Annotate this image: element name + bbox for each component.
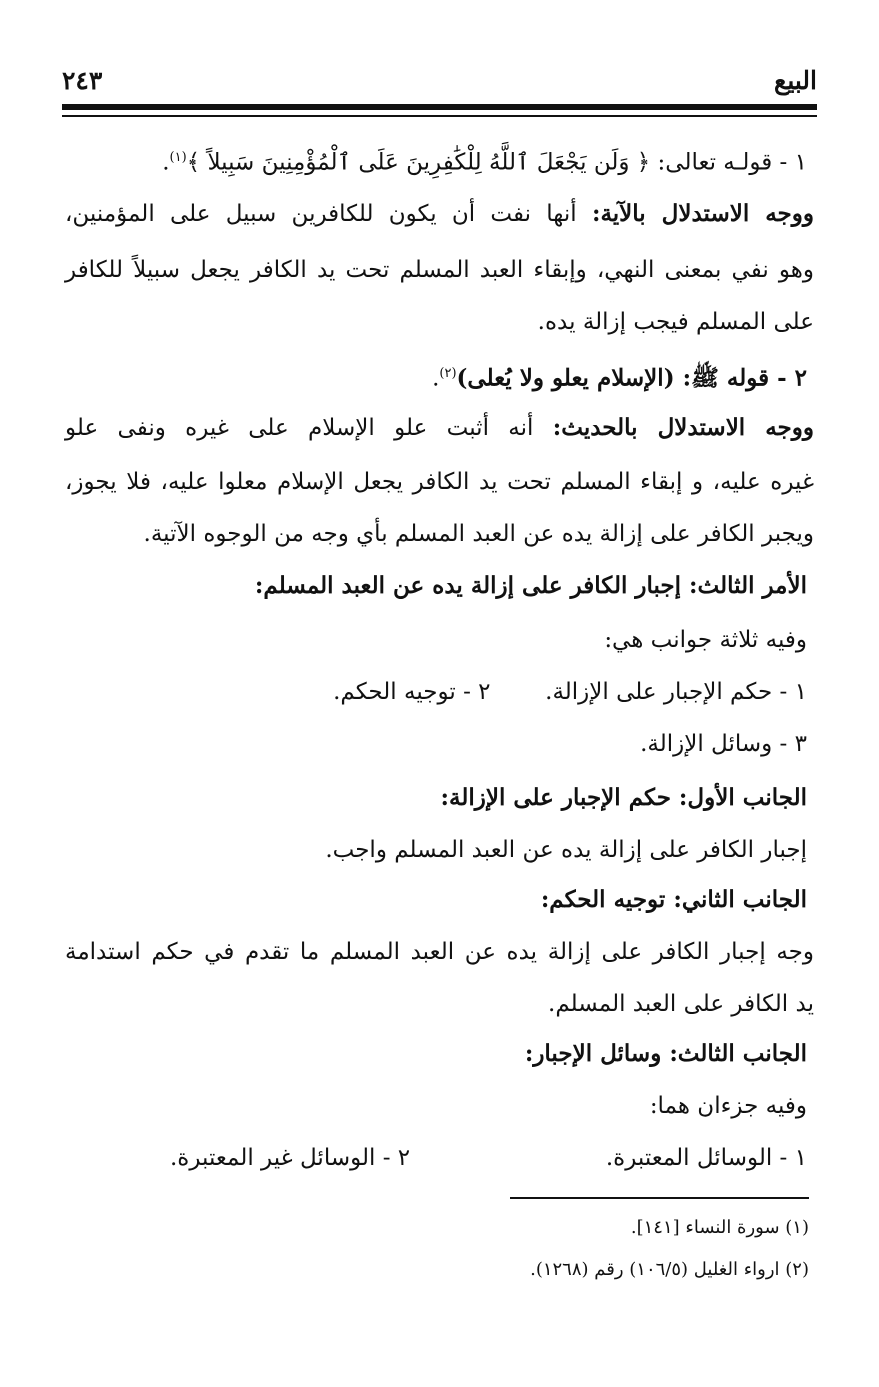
chapter-title: البيع: [774, 66, 817, 95]
paragraph-line-12: إجبار الكافر على إزالة يده عن العبد المسلم واجب.: [325, 837, 807, 863]
footnote-1: (١) سورة النساء [١٤١].: [630, 1217, 809, 1238]
paragraph-line-15: وفيه جزءان هما:: [649, 1093, 807, 1119]
footnote-separator: [510, 1197, 809, 1199]
subheading-third-aspect: الجانب الثالث: وسائل الإجبار:: [524, 1040, 807, 1067]
paragraph-line-1: ١ - قولـه تعالى: ﴿ وَلَن يَجْعَلَ ٱللَّهُ لِلْكَٰفِرِينَ عَلَى ٱلْمُؤْمِنِينَ سَبِيلاً ﴾$^{(١)}$.: [162, 149, 807, 176]
means-list-row: [65, 1138, 807, 1178]
paragraph-line-5: ٢ - قوله ﷺ: (الإسلام يعلو ولا يُعلى)$^{(٢)}$.: [432, 364, 807, 392]
paragraph-line-8: ويجبر الكافر على إزالة يده عن العبد المسلم بأي وجه من الوجوه الآتية.: [143, 521, 814, 547]
paragraph-line-7: غيره عليه، و إبقاء المسلم تحت يد الكافر يجعل الإسلام معلوا عليه، فلا يجوز،: [65, 469, 814, 495]
means-item-1: ١ - الوسائل المعتبرة.: [605, 1145, 807, 1171]
hadith-citation: ٢ - قوله ﷺ: (الإسلام يعلو ولا يُعلى): [456, 364, 807, 392]
evidence-label-verse: ووجه الاستدلال بالآية:: [591, 200, 814, 227]
aspect-item-2: ٢ - توجيه الحكم.: [333, 679, 491, 705]
aspect-item-3: ٣ - وسائل الإزالة.: [640, 731, 807, 757]
header-rule-thin: [62, 115, 817, 117]
paragraph-line-13: وجه إجبار الكافر على إزالة يده عن العبد المسلم ما تقدم في حكم استدامة: [65, 939, 814, 965]
aspect-item-1: ١ - حكم الإجبار على الإزالة.: [545, 679, 807, 705]
paragraph-line-9: وفيه ثلاثة جوانب هي:: [604, 627, 807, 653]
paragraph-line-4: على المسلم فيجب إزالة يده.: [537, 309, 814, 335]
subheading-first-aspect: الجانب الأول: حكم الإجبار على الإزالة:: [440, 784, 807, 811]
footnote-ref-1: (١): [169, 150, 187, 165]
evidence-label-hadith: ووجه الاستدلال بالحديث:: [552, 414, 814, 441]
paragraph-line-3: وهو نفي بمعنى النهي، وإبقاء العبد المسلم تحت يد الكافر يجعل سبيلاً للكافر: [65, 257, 814, 283]
page-number: ٢٤٣: [62, 66, 103, 95]
footnote-2: (٢) ارواء الغليل (١٠٦/٥) رقم (١٢٦٨).: [530, 1259, 809, 1280]
section-heading-third-matter: الأمر الثالث: إجبار الكافر على إزالة يده عن العبد المسلم:: [254, 572, 807, 599]
paragraph-line-14: يد الكافر على العبد المسلم.: [548, 991, 814, 1017]
verse-citation: ١ - قولـه تعالى: ﴿ وَلَن يَجْعَلَ ٱللَّهُ لِلْكَٰفِرِينَ عَلَى ٱلْمُؤْمِنِينَ سَبِيلاً ﴾: [186, 149, 807, 176]
aspects-list-row-1: [65, 672, 807, 712]
paragraph-line-6: [65, 408, 814, 448]
evidence-text-verse: أنها نفت أن يكون للكافرين سبيل على المؤمنين،: [65, 201, 577, 227]
header-rule-thick: [62, 104, 817, 110]
paragraph-line-2: [65, 194, 814, 234]
footnote-ref-2: (٢): [439, 366, 457, 381]
subheading-second-aspect: الجانب الثاني: توجيه الحكم:: [540, 886, 807, 913]
evidence-text-hadith: أنه أثبت علو الإسلام على غيره ونفى علو: [65, 415, 534, 441]
running-header: [62, 64, 817, 98]
means-item-2: ٢ - الوسائل غير المعتبرة.: [170, 1145, 411, 1171]
